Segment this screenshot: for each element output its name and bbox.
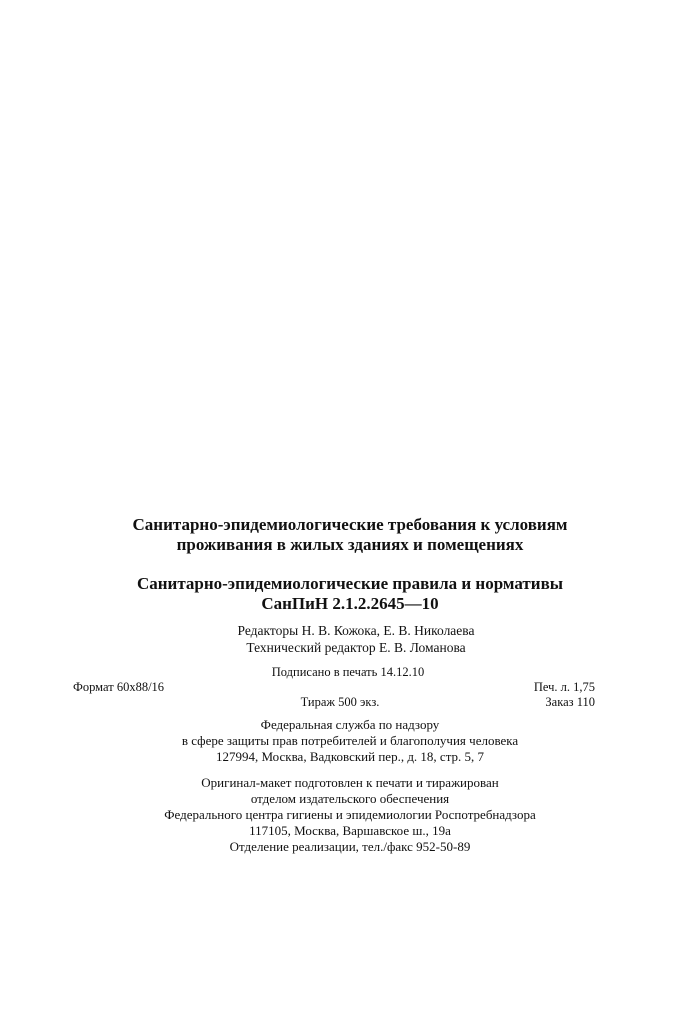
document-title-line-2: проживания в жилых зданиях и помещениях (176, 535, 524, 554)
producer-line-2: отделом издательского обеспечения (250, 791, 450, 806)
producer-address: 117105, Москва, Варшавское ш., 19а (249, 823, 451, 838)
publisher-address: 127994, Москва, Вадковский пер., д. 18, стр. 5, 7 (215, 749, 485, 764)
document-type: Санитарно-эпидемиологические правила и нормативы (136, 574, 564, 593)
document-title-line-1: Санитарно-эпидемиологические требования к условиям (132, 515, 568, 534)
producer-line-3: Федерального центра гигиены и эпидемиологии Роспотребнадзора (164, 807, 536, 822)
print-format: Формат 60x88/16 (73, 680, 165, 694)
order-number: Заказ 110 (545, 695, 595, 709)
printed-sheets: Печ. л. 1,75 (533, 680, 595, 694)
sales-contact: Отделение реализации, тел./факс 952-50-89 (229, 839, 471, 854)
producer-line-1: Оригинал-макет подготовлен к печати и тиражирован (201, 775, 499, 790)
circulation: Тираж 500 экз. (300, 695, 380, 709)
document-code: СанПиН 2.1.2.2645—10 (261, 594, 439, 613)
publisher-line-2: в сфере защиты прав потребителей и благополучия человека (181, 733, 519, 748)
editors: Редакторы Н. В. Кожока, Е. В. Николаева (237, 623, 475, 638)
publisher-line-1: Федеральная служба по надзору (260, 717, 440, 732)
signed-to-print: Подписано в печать 14.12.10 (271, 665, 425, 679)
technical-editor: Технический редактор Е. В. Ломанова (246, 640, 466, 655)
